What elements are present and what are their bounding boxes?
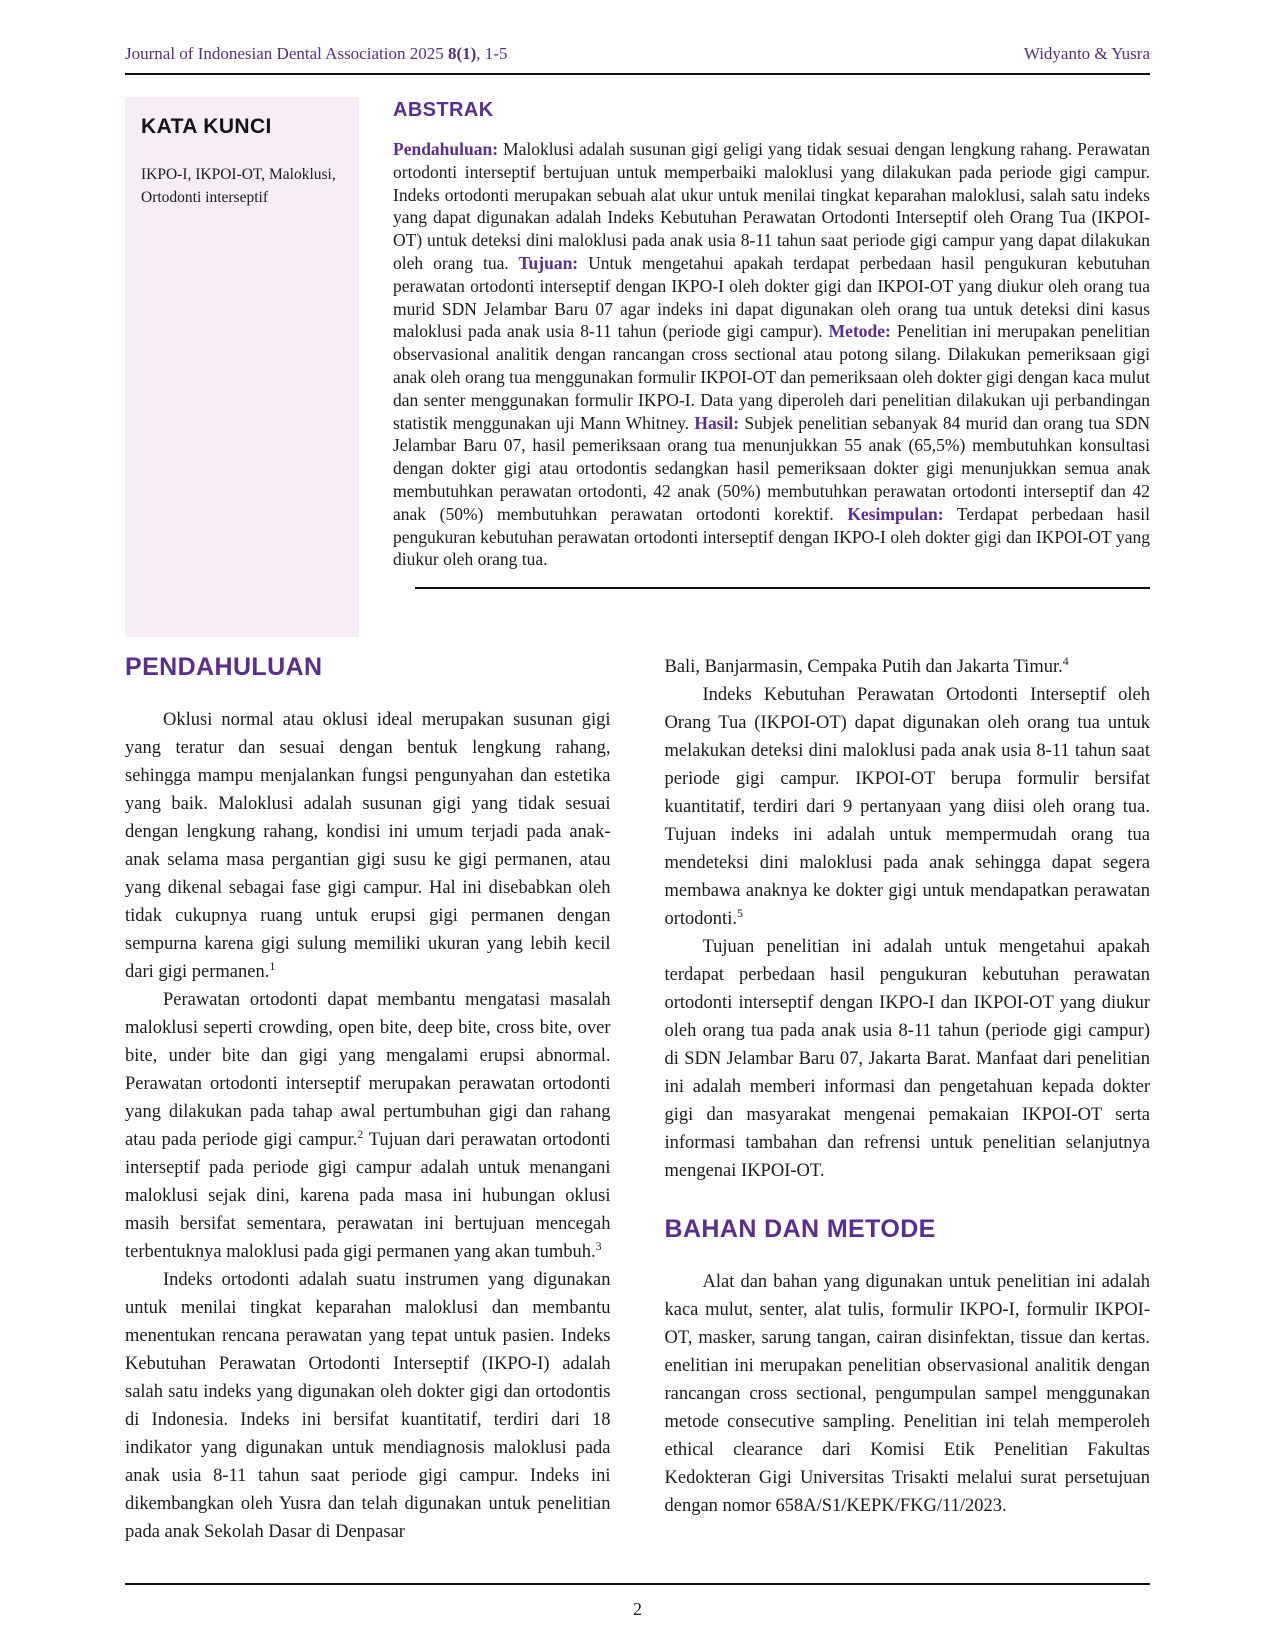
journal-citation-prefix: Journal of Indonesian Dental Association 2025 [125, 44, 448, 63]
abstract-segment-text: Subjek penelitian sebanyak 84 murid dan orang tua SDN Jelambar Baru 07, hasil pemeriksaan orang tua menunjukkan 55 anak (65,5%) membutuhkan konsultasi dengan dokter gigi atau ortodontis sedangkan hasil pemeriksaan dokter gigi menunjukkan semua anak membutuhkan perawatan ortodonti, 42 anak (50%) membutuhkan perawatan ortodonti interseptif dan 42 anak (50%) membutuhkan perawatan ortodonti korektif. [393, 412, 1150, 524]
journal-citation-pages: , 1-5 [476, 44, 508, 63]
body-paragraph: Oklusi normal atau oklusi ideal merupakan susunan gigi yang teratur dan sesuai dengan bentuk lengkung rahang, sehingga mampu menjalankan fungsi pengunyahan dan estetika yang baik. Maloklusi adalah susunan gigi yang tidak sesuai dengan lengkung rahang, kondisi ini umum terjadi pada anak-anak selama masa pergantian gigi susu ke gigi permanen, atau yang dikenal sebagai fase gigi campur. Hal ini disebabkan oleh tidak cukupnya ruang untuk erupsi gigi permanen dengan sempurna karena gigi sulung memiliki ukuran yang lebih kecil dari gigi permanen.$^1$ [125, 710, 611, 982]
citation-superscript: 2 [357, 1126, 364, 1141]
abstract-title: ABSTRAK [393, 99, 494, 121]
abstract-label: Hasil: [689, 412, 740, 433]
body-paragraph: Alat dan bahan yang digunakan untuk penelitian ini adalah kaca mulut, senter, alat tulis, formulir IKPO-I, formulir IKPOI-OT, masker, sarung tangan, cairan disinfektan, tissue dan kertas. enelitian ini merupakan penelitian observasional analitik dengan rancangan cross sectional, pengumpulan sampel menggunakan metode consecutive sampling. Penelitian ini telah memperoleh ethical clearance dari Komisi Etik Penelitian Fakultas Kedokteran Gigi Universitas Trisakti melalui surat persetujuan dengan nomor 658A/S1/KEPK/FKG/11/2023. [664, 1272, 1150, 1516]
citation-superscript: 3 [595, 1238, 602, 1253]
abstract-band [125, 97, 1150, 637]
abstract-segment-text: Terdapat perbedaan hasil pengukuran kebutuhan perawatan ortodonti interseptif dengan IKPO-I oleh dokter gigi dan IKPOI-OT yang diukur oleh orang tua. [393, 503, 1150, 570]
section-heading: BAHAN DAN METODE [664, 1215, 936, 1243]
keywords-list: IKPO-I, IKPOI-OT, Maloklusi, Ortodonti interseptif [141, 166, 336, 207]
keywords-title: KATA KUNCI [141, 115, 272, 138]
abstract-label: Metode: [822, 321, 891, 342]
abstract-label: Pendahuluan: [393, 139, 499, 159]
citation-superscript: 4 [1062, 653, 1069, 668]
page-number: 2 [633, 1599, 642, 1619]
body-paragraph: Tujuan penelitian ini adalah untuk mengetahui apakah terdapat perbedaan hasil pengukuran kebutuhan perawatan ortodonti interseptif dengan IKPO-I dan IKPOI-OT yang diukur oleh orang tua pada anak usia 8-11 tahun (periode gigi campur) di SDN Jelambar Baru 07, Jakarta Barat. Manfaat dari penelitian ini adalah memberi informasi dan pengetahuan kepada dokter gigi dan masyarakat mengenai pemakaian IKPOI-OT serta informasi tambahan dan refrensi untuk penelitian selanjutnya mengenai IKPOI-OT. [664, 937, 1150, 1181]
abstract-segment-text: Penelitian ini merupakan penelitian observasional analitik dengan rancangan cross sectional atau potong silang. Dilakukan pemeriksaan gigi anak oleh orang tua menggunakan formulir IKPOI-OT dan pemeriksaan oleh dokter gigi dengan kaca mulut dan senter menggunakan formulir IKPO-I. Data yang diperoleh dari penelitian dilakukan uji perbandingan statistik menggunakan uji Mann Whitney. [393, 321, 1150, 433]
page-footer [125, 1583, 1150, 1650]
abstract-segment-text: Untuk mengetahui apakah terdapat perbedaan hasil pengukuran kebutuhan perawatan ortodonti interseptif dengan IKPO-I oleh dokter gigi dan IKPOI-OT yang diukur oleh orang tua murid SDN Jelambar Baru 07 agar indeks ini dapat digunakan oleh orang tua untuk deteksi dini kasus maloklusi pada anak usia 8-11 tahun (periode gigi campur). [393, 252, 1150, 342]
body-paragraph: Bali, Banjarmasin, Cempaka Putih dan Jakarta Timur.$^4$ [664, 653, 1069, 677]
citation-superscript: 1 [269, 958, 276, 973]
keywords-box [125, 97, 359, 637]
page-header [125, 44, 1150, 75]
column-left [125, 653, 611, 1583]
column-right [665, 653, 1151, 1583]
abstract-end-rule [415, 587, 1150, 589]
running-authors: Widyanto & Yusra [1023, 44, 1150, 63]
footer-rule [125, 1583, 1150, 1585]
abstract-label: Kesimpulan: [833, 503, 944, 524]
abstract-segment-text: Maloklusi adalah susunan gigi geligi yang tidak sesuai dengan lengkung rahang. Perawatan ortodonti interseptif bertujuan untuk memperbaiki maloklusi yang dilakukan pada periode gigi campur. Indeks ortodonti merupakan sebuah alat ukur untuk menilai tingkat keparahan maloklusi, salah satu indeks yang dapat digunakan adalah Indeks Kebutuhan Perawatan Ortodonti Interseptif oleh Orang Tua (IKPOI-OT) untuk deteksi dini maloklusi pada anak usia 8-11 tahun saat periode gigi campur yang dapat dilakukan oleh orang tua. [393, 139, 1150, 273]
body-paragraph: Indeks Kebutuhan Perawatan Ortodonti Interseptif oleh Orang Tua (IKPOI-OT) dapat digunakan oleh orang tua untuk melakukan deteksi dini maloklusi pada anak usia 8-11 tahun saat periode gigi campur. IKPOI-OT berupa formulir bersifat kuantitatif, terdiri dari 9 pertanyaan yang diisi oleh orang tua. Tujuan indeks ini adalah untuk mempermudah orang tua mendeteksi dini maloklusi pada anak sehingga dapat segera membawa anaknya ke dokter gigi untuk mendapatkan perawatan ortodonti.$^5$ [664, 685, 1150, 929]
section-heading: PENDAHULUAN [125, 653, 323, 681]
abstract-label: Tujuan: [508, 252, 579, 273]
body-columns [125, 653, 1150, 1583]
body-paragraph: Indeks ortodonti adalah suatu instrumen yang digunakan untuk menilai tingkat keparahan maloklusi dan membantu menentukan rencana perawatan yang tepat untuk pasien. Indeks Kebutuhan Perawatan Ortodonti Interseptif (IKPO-I) adalah salah satu indeks yang digunakan oleh dokter gigi dan ortodontis di Indonesia. Indeks ini bersifat kuantitatif, terdiri dari 18 indikator yang digunakan untuk mendiagnosis maloklusi pada anak usia 8-11 tahun saat periode gigi campur. Indeks ini dikembangkan oleh Yusra dan telah digunakan untuk penelitian pada anak Sekolah Dasar di Denpasar [125, 1270, 611, 1542]
journal-citation [125, 44, 507, 64]
header-rule [125, 73, 1150, 75]
journal-citation-issue: 8(1) [447, 44, 477, 63]
abstract-text [393, 138, 1150, 571]
citation-superscript: 5 [736, 905, 743, 920]
abstract-section [393, 97, 1150, 637]
body-paragraph: Perawatan ortodonti dapat membantu mengatasi masalah maloklusi seperti crowding, open bite, deep bite, cross bite, over bite, under bite dan gigi yang mengalami erupsi abnormal. Perawatan ortodonti interseptif merupakan perawatan ortodonti yang dilakukan pada tahap awal pertumbuhan gigi dan rahang atau pada periode gigi campur.$^2$ Tujuan dari perawatan ortodonti interseptif pada periode gigi campur adalah untuk menangani maloklusi sejak dini, karena pada masa ini hubungan oklusi masih bersifat sementara, perawatan ini bertujuan mencegah terbentuknya maloklusi pada gigi permanen yang akan tumbuh.$^3$ [125, 990, 611, 1262]
